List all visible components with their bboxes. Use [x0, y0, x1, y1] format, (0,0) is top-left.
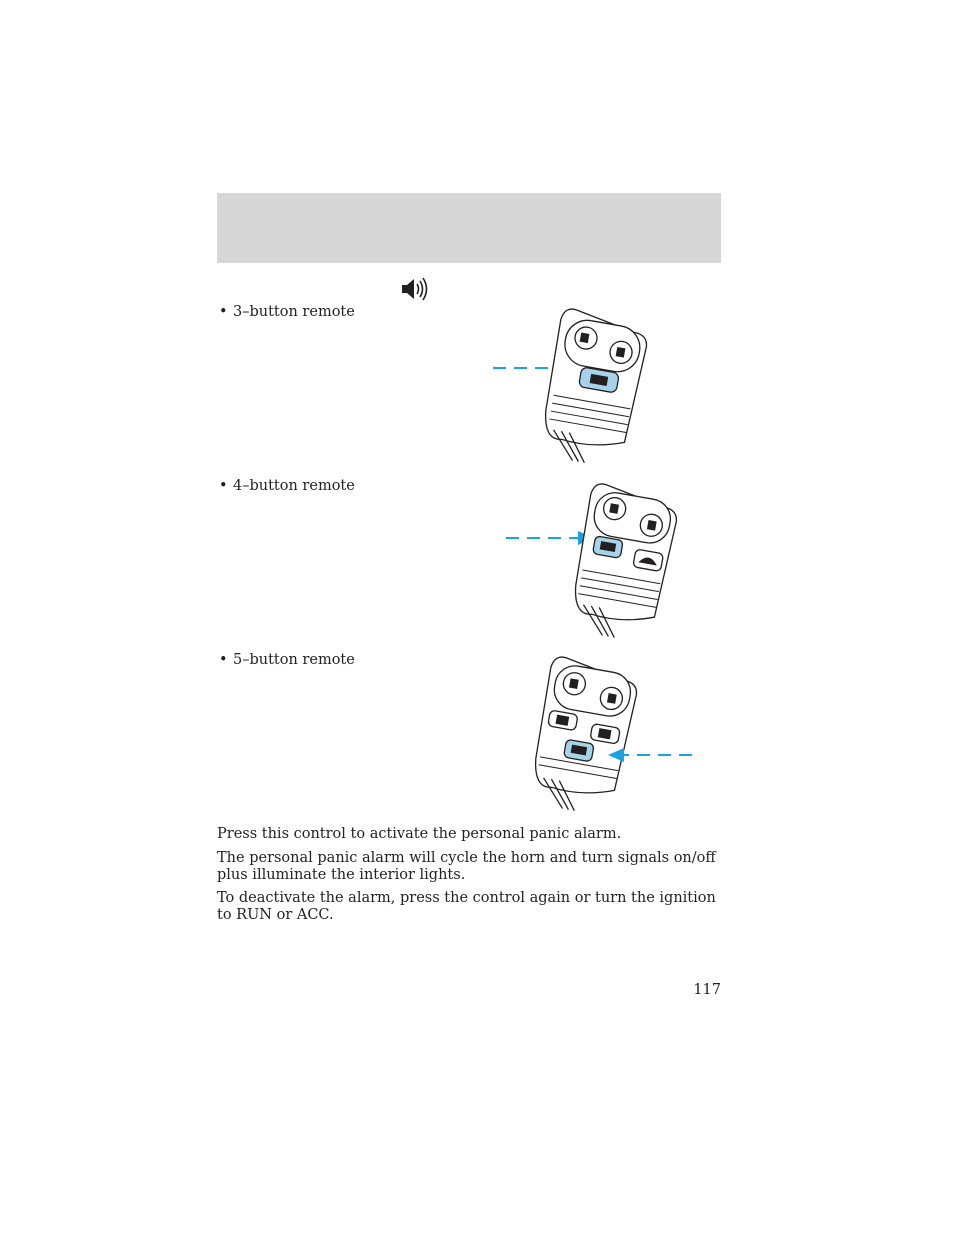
bullet-3-button [219, 303, 355, 321]
header-band [217, 193, 721, 263]
speaker-icon [400, 277, 428, 301]
unlock-icon [616, 348, 624, 357]
unlock-icon [648, 521, 656, 530]
bullet-label: 3–button remote [233, 304, 355, 320]
sliding-door-icon [556, 715, 568, 725]
remote-3-button [485, 300, 685, 472]
sliding-door-icon [599, 729, 611, 739]
lock-icon [570, 679, 578, 688]
bullet-marker: • [219, 478, 228, 494]
page-number: 117 [693, 982, 721, 998]
remote-4-button [500, 474, 700, 646]
lock-icon [580, 333, 588, 342]
lock-icon [610, 504, 618, 513]
remote-5-button [490, 648, 700, 820]
bullet-marker: • [219, 652, 228, 668]
paragraph-activate: Press this control to activate the personal panic alarm. [217, 826, 622, 842]
bullet-4-button [219, 477, 355, 495]
paragraph-cycle: The personal panic alarm will cycle the horn and turn signals on/off plus illuminate the interior lights. [217, 850, 716, 883]
panic-icon [600, 542, 615, 551]
paragraph-deactivate: To deactivate the alarm, press the control again or turn the ignition to RUN or ACC. [217, 890, 716, 923]
bullet-label: 5–button remote [233, 652, 355, 668]
bullet-5-button [219, 651, 355, 669]
unlock-icon [608, 694, 616, 703]
panic-icon [571, 745, 586, 754]
bullet-label: 4–button remote [233, 478, 355, 494]
bullet-marker: • [219, 304, 228, 320]
